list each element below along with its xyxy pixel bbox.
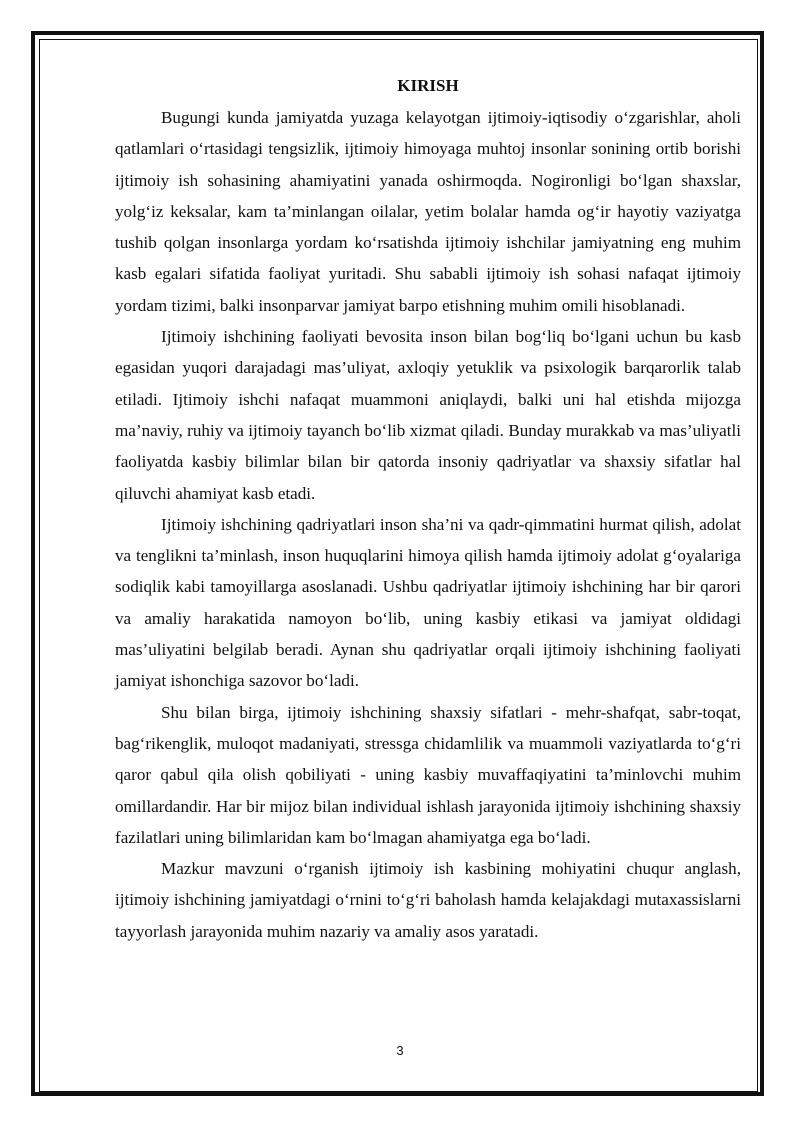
page-number: 3 [396, 1043, 404, 1058]
document-title: KIRISH [397, 76, 459, 95]
paragraph-5: Mazkur mavzuni o‘rganish ijtimoiy ish kasbining mohiyatini chuqur anglash, ijtimoiy ishchining jamiyatdagi o‘rnini to‘g‘ri baholash hamda kelajakdagi mutaxassislarni tayyorlash jarayonida muhim nazariy va amaliy asos yaratadi. [115, 859, 741, 941]
paragraph-2: Ijtimoiy ishchining faoliyati bevosita inson bilan bog‘liq bo‘lgani uchun bu kasb egasidan yuqori darajadagi mas’uliyat, axloqiy yetuklik va psixologik barqarorlik talab etiladi. Ijtimoiy ishchi nafaqat muammoni aniqlaydi, balki uni hal etishda mijozga ma’naviy, ruhiy va ijtimoiy tayanch bo‘lib xizmat qiladi. Bunday murakkab va mas’uliyatli faoliyatda kasbiy bilimlar bilan bir qatorda insoniy qadriyatlar va shaxsiy sifatlar hal qiluvchi ahamiyat kasb etadi. [115, 327, 741, 503]
document-body [115, 70, 741, 947]
paragraph-4: Shu bilan birga, ijtimoiy ishchining shaxsiy sifatlari - mehr-shafqat, sabr-toqat, bag‘rikenglik, muloqot madaniyati, stressga chidamlilik va muammoli vaziyatlarda to‘g‘ri qaror qabul qila olish qobiliyati - uning kasbiy muvaffaqiyatini ta’minlovchi muhim omillardandir. Har bir mijoz bilan individual ishlash jarayonida ijtimoiy ishchining shaxsiy fazilatlari uning bilimlaridan kam bo‘lmagan ahamiyatga ega bo‘ladi. [115, 702, 741, 847]
paragraph-1: Bugungi kunda jamiyatda yuzaga kelayotgan ijtimoiy-iqtisodiy o‘zgarishlar, aholi qatlamlari o‘rtasidagi tengsizlik, ijtimoiy himoyaga muhtoj insonlar sonining ortib borishi ijtimoiy ish sohasining ahamiyatini yanada oshirmoqda. Nogironligi bo‘lgan shaxslar, yolg‘iz keksalar, kam ta’minlangan oilalar, yetim bolalar hamda og‘ir hayotiy vaziyatga tushib qolgan insonlarga yordam ko‘rsatishda ijtimoiy ishchilar jamiyatning eng muhim kasb egalari sifatida faoliyat yuritadi. Shu sababli ijtimoiy ish sohasi nafaqat ijtimoiy yordam tizimi, balki insonparvar jamiyat barpo etishning muhim omili hisoblanadi. [115, 108, 741, 315]
paragraph-3: Ijtimoiy ishchining qadriyatlari inson sha’ni va qadr-qimmatini hurmat qilish, adolat va tenglikni ta’minlash, inson huquqlarini himoya qilish hamda ijtimoiy adolat g‘oyalariga sodiqlik kabi tamoyillarga asoslanadi. Ushbu qadriyatlar ijtimoiy ishchining har bir qarori va amaliy harakatida namoyon bo‘lib, uning kasbiy etikasi va jamiyat oldidagi mas’uliyatini belgilab beradi. Aynan shu qadriyatlar orqali ijtimoiy ishchining faoliyati jamiyat ishonchiga sazovor bo‘ladi. [115, 514, 741, 691]
